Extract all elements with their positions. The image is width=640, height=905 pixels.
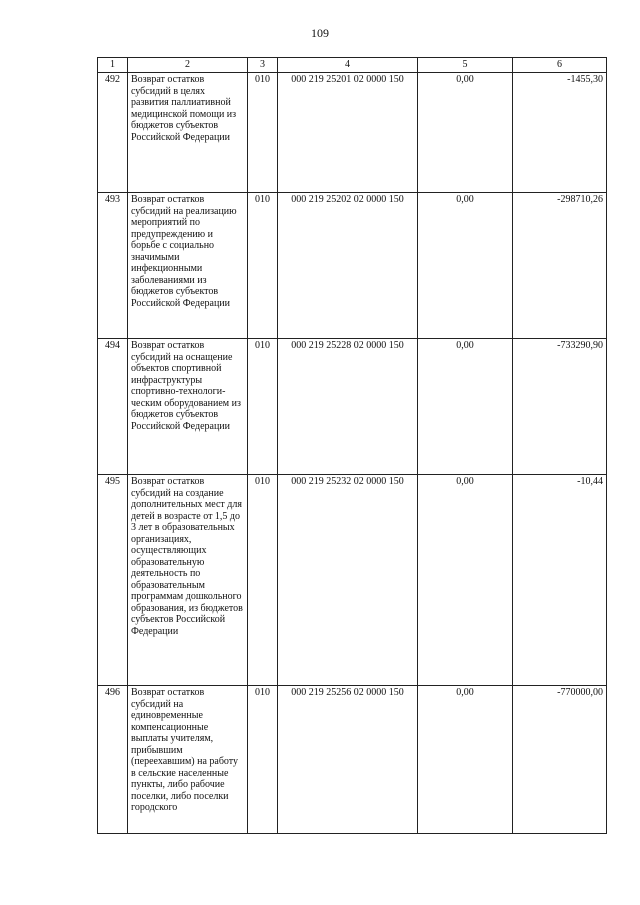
row-number: 495: [98, 475, 128, 686]
row-value-actual: -298710,26: [513, 193, 607, 339]
row-description: Возврат остатков субсидий на реализацию мероприятий по предупреждению и борьбе с социально значимыми инфекционными заболеваниями из бюджетов субъектов Российской Федерации: [128, 193, 248, 339]
row-value-plan: 0,00: [418, 193, 513, 339]
row-value-plan: 0,00: [418, 686, 513, 834]
data-table: [97, 57, 607, 834]
row-number: 496: [98, 686, 128, 834]
row-value-plan: 0,00: [418, 73, 513, 193]
row-number: 493: [98, 193, 128, 339]
header-col-1: 1: [98, 58, 128, 73]
header-col-2: 2: [128, 58, 248, 73]
row-admin-code: 010: [248, 686, 278, 834]
row-description: Возврат остатков субсидий на оснащение объектов спортивной инфраструктуры спортивно-технологи-ческим оборудованием из бюджетов субъектов Российской Федерации: [128, 339, 248, 475]
row-number: 492: [98, 73, 128, 193]
row-value-actual: -10,44: [513, 475, 607, 686]
row-value-actual: -733290,90: [513, 339, 607, 475]
header-col-3: 3: [248, 58, 278, 73]
table-row: [98, 73, 607, 193]
table-row: [98, 475, 607, 686]
row-budget-code: 000 219 25202 02 0000 150: [278, 193, 418, 339]
header-col-6: 6: [513, 58, 607, 73]
row-value-plan: 0,00: [418, 339, 513, 475]
row-description: Возврат остатков субсидий в целях развития паллиативной медицинской помощи из бюджетов субъектов Российской Федерации: [128, 73, 248, 193]
row-budget-code: 000 219 25232 02 0000 150: [278, 475, 418, 686]
table-row: [98, 686, 607, 834]
header-col-5: 5: [418, 58, 513, 73]
row-budget-code: 000 219 25201 02 0000 150: [278, 73, 418, 193]
row-budget-code: 000 219 25256 02 0000 150: [278, 686, 418, 834]
page-number: 109: [311, 26, 329, 40]
row-description: Возврат остатков субсидий на единовременные компенсационные выплаты учителям, прибывшим (переехавшим) на работу в сельские населенные пункты, либо рабочие поселки, либо поселки городского: [128, 686, 248, 834]
row-admin-code: 010: [248, 475, 278, 686]
row-value-actual: -1455,30: [513, 73, 607, 193]
row-admin-code: 010: [248, 339, 278, 475]
table-row: [98, 339, 607, 475]
table-header-row: [98, 58, 607, 73]
row-value-actual: -770000,00: [513, 686, 607, 834]
row-admin-code: 010: [248, 73, 278, 193]
row-description: Возврат остатков субсидий на создание дополнительных мест для детей в возрасте от 1,5 до 3 лет в образовательных организациях, осуществляющих образовательную деятельность по образовательным программам дошкольного образования, из бюджетов субъектов Российской Федерации: [128, 475, 248, 686]
row-number: 494: [98, 339, 128, 475]
row-budget-code: 000 219 25228 02 0000 150: [278, 339, 418, 475]
table-row: [98, 193, 607, 339]
header-col-4: 4: [278, 58, 418, 73]
row-value-plan: 0,00: [418, 475, 513, 686]
row-admin-code: 010: [248, 193, 278, 339]
